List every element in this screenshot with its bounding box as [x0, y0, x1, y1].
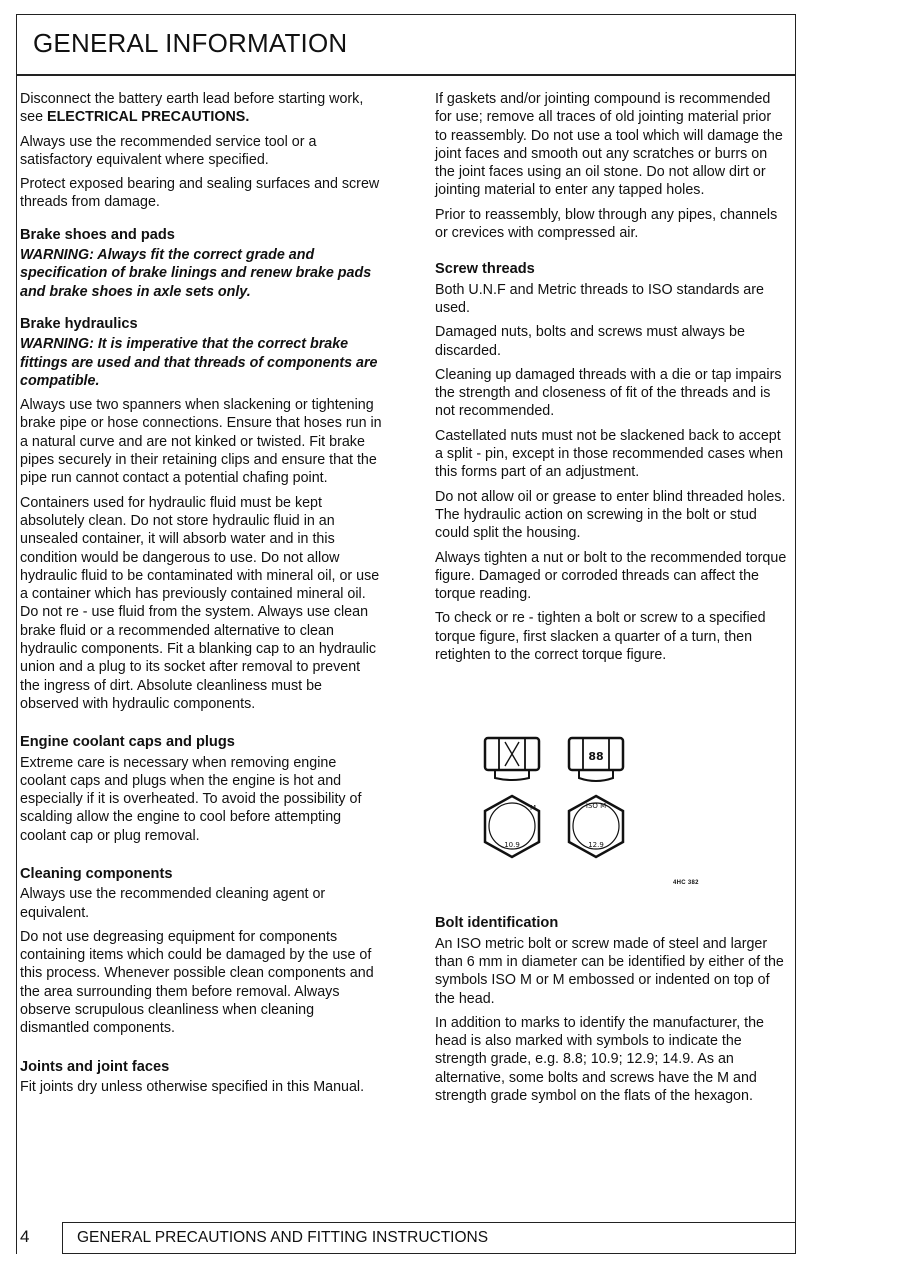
page-title: GENERAL INFORMATION: [33, 28, 348, 58]
page-header: [16, 14, 796, 76]
brake-hydraulics-warning: WARNING: It is imperative that the correct brake fittings are used and that threads of components are compatible.: [20, 336, 378, 389]
cleaning-heading: Cleaning components: [20, 865, 173, 882]
brake-shoes-heading: Brake shoes and pads: [20, 226, 175, 243]
screw-threads-standards-paragraph: Both U.N.F and Metric threads to ISO standards are used.: [435, 281, 764, 316]
screw-threads-heading: Screw threads: [435, 261, 535, 278]
footer-section-title: GENERAL PRECAUTIONS AND FITTING INSTRUCTIONS: [77, 1229, 489, 1246]
gaskets-paragraph: If gaskets and/or jointing compound is recommended for use; remove all traces of old jointing material prior to reassembly. Do not use a tool which will damage the joint faces and smooth out any scratches or burrs on the joint faces using an oil stone. Do not allow dirt or jointing material to enter any tapped holes.: [435, 91, 783, 199]
page-footer: [62, 1222, 796, 1254]
bolt-heads-illustration: [455, 726, 715, 896]
screw-threads-cleaning-paragraph: Cleaning up damaged threads with a die or tap impairs the strength and closeness of fit of the threads and is not recommended.: [435, 366, 782, 420]
bolt-side-view-left: [485, 738, 539, 780]
coolant-paragraph: Extreme care is necessary when removing engine coolant caps and plugs when the engine is hot and especially if it is overheated. To avoid the possibility of scalding allow the engine to cool before attempting coolant cap or plug removal.: [20, 754, 362, 844]
bolt-identification-grade-paragraph: In addition to marks to identify the manufacturer, the head is also marked with symbols to indicate the strength grade, e.g. 8.8; 10.9; 12.9; 14.9. As an alternative, some bolts and screws have the M and strength grade symbol on the flats of the hexagon.: [435, 1014, 765, 1104]
left-column: [20, 90, 382, 1102]
joints-paragraph: Fit joints dry unless otherwise specified in this Manual.: [20, 1078, 365, 1095]
cleaning-degreasing-paragraph: Do not use degreasing equipment for components containing items which could be damaged by the use of this process. Whenever possible clean components and the area surrounding them before removal. Always observe scrupulous cleanliness when cleaning dismantled components.: [20, 928, 374, 1037]
intro-protect-paragraph: Protect exposed bearing and sealing surfaces and screw threads from damage.: [20, 176, 380, 211]
intro-battery-text: Disconnect the battery earth lead before starting work, see: [20, 91, 364, 126]
brake-shoes-warning: WARNING: Always fit the correct grade and specification of brake linings and renew brake pads and brake shoes in axle sets only.: [20, 247, 372, 300]
cleaning-agent-paragraph: Always use the recommended cleaning agent or equivalent.: [20, 886, 326, 921]
grade-label-bottom-left: 10.9: [504, 841, 520, 850]
brake-hydraulics-containers-paragraph: Containers used for hydraulic fluid must be kept absolutely clean. Do not store hydraulic fluid in an unsealed container, it will absorb water and in this condition would be dangerous to use. Do not allow hydraulic fluid to be contaminated with mineral oil, or use a container which has previously contained mineral oil. Do not re - use fluid from the system. Always use clean brake fluid or a recommended alternative to clean hydraulic components. Fit a blanking cap to an hydraulic union and a plug to its socket after removal to prevent the ingress of dirt. Absolute cleanliness must be observed with hydraulic components.: [20, 494, 380, 712]
manufacturer-mark-left: M: [530, 804, 537, 813]
brake-hydraulics-spanners-paragraph: Always use two spanners when slackening or tightening brake pipe or hose connections. Ensure that hoses run in a natural curve and are not kinked or twisted. Fit brake pipes securely in their retaining clips and ensure that the pipe run cannot contact a potential chafing point.: [20, 397, 382, 487]
screw-threads-discard-paragraph: Damaged nuts, bolts and screws must always be discarded.: [435, 324, 745, 359]
bolt-identification-iso-paragraph: An ISO metric bolt or screw made of steel and larger than 6 mm in diameter can be identified by either of the symbols ISO M or M embossed or indented on top of the head.: [435, 935, 784, 1007]
page-number: 4: [20, 1227, 30, 1246]
right-column: [435, 90, 787, 1111]
bolt-identification-heading: Bolt identification: [435, 915, 559, 932]
figure-code: 4HC 382: [673, 880, 699, 887]
coolant-heading: Engine coolant caps and plugs: [20, 734, 235, 751]
intro-battery-paragraph: [20, 90, 382, 127]
intro-service-tool-paragraph: Always use the recommended service tool or a satisfactory equivalent where specified.: [20, 133, 317, 168]
manufacturer-mark-right: ISO M: [585, 802, 607, 811]
brake-hydraulics-heading: Brake hydraulics: [20, 315, 138, 332]
joints-heading: Joints and joint faces: [20, 1058, 170, 1075]
screw-threads-retighten-paragraph: To check or re - tighten a bolt or screw to a specified torque figure, first slacken a quarter of a turn, then retighten to the correct torque figure.: [435, 610, 766, 664]
grade-label-top-right: 88: [588, 750, 604, 764]
compressed-air-paragraph: Prior to reassembly, blow through any pipes, channels or crevices with compressed air.: [435, 206, 778, 242]
screw-threads-blind-holes-paragraph: Do not allow oil or grease to enter blind threaded holes. The hydraulic action on screwing in the bolt or stud could split the housing.: [435, 488, 786, 542]
electrical-precautions-reference: ELECTRICAL PRECAUTIONS.: [47, 109, 250, 126]
grade-label-bottom-right: 12.9: [588, 841, 604, 850]
bolt-identification-figure: [455, 726, 715, 896]
screw-threads-castellated-paragraph: Castellated nuts must not be slackened back to accept a split - pin, except in those recommended cases when this forms part of an adjustment.: [435, 427, 784, 481]
screw-threads-torque-paragraph: Always tighten a nut or bolt to the recommended torque figure. Damaged or corroded threads can affect the torque reading.: [435, 549, 787, 603]
